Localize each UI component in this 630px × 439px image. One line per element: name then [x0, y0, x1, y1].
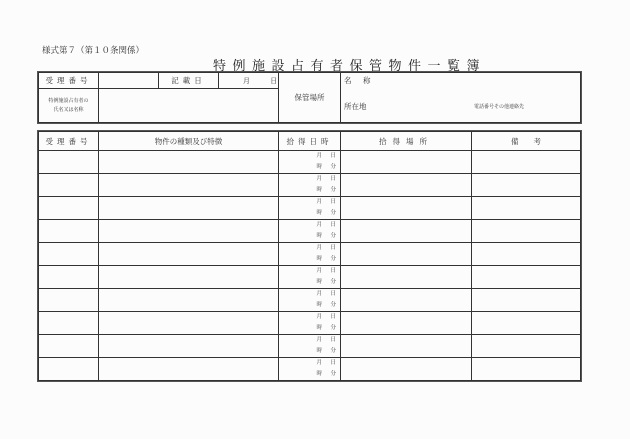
table-row — [39, 220, 581, 243]
found-datetime-cell[interactable] — [279, 197, 341, 220]
table-row — [39, 151, 581, 174]
phone-label: 電話番号その他連絡先 — [474, 104, 525, 110]
month-label: 月 — [316, 199, 322, 205]
found-place-cell[interactable] — [341, 312, 472, 335]
col-header-found-datetime: 拾得日時 — [279, 132, 341, 151]
month-label: 月 — [316, 314, 322, 320]
hour-label: 時 — [316, 325, 322, 331]
item-description-cell[interactable] — [99, 197, 279, 220]
day-label: 日 — [330, 176, 336, 182]
minute-label: 分 — [330, 348, 336, 354]
col-header-found-place: 拾得場所 — [341, 132, 472, 151]
col-header-remarks: 備 考 — [472, 132, 581, 151]
table-row — [39, 289, 581, 312]
found-datetime-cell[interactable] — [279, 151, 341, 174]
day-label: 日 — [330, 153, 336, 159]
address-label: 所在地 — [344, 102, 367, 111]
reception-number-cell[interactable] — [39, 197, 99, 220]
month-label: 月 — [316, 153, 322, 159]
day-label: 日 — [330, 245, 336, 251]
header-table — [38, 72, 581, 123]
found-place-cell[interactable] — [341, 358, 472, 381]
reception-number-label: 受理番号 — [39, 73, 99, 89]
found-place-cell[interactable] — [341, 197, 472, 220]
occupant-name-label: 特例施設占有者の 氏名又は名称 — [39, 89, 99, 123]
minute-label: 分 — [330, 325, 336, 331]
table-row — [39, 174, 581, 197]
found-place-cell[interactable] — [341, 266, 472, 289]
reception-number-cell[interactable] — [39, 220, 99, 243]
hour-label: 時 — [316, 164, 322, 170]
remarks-cell[interactable] — [472, 151, 581, 174]
hour-label: 時 — [316, 279, 322, 285]
reception-number-cell[interactable] — [39, 266, 99, 289]
found-place-cell[interactable] — [341, 289, 472, 312]
minute-label: 分 — [330, 256, 336, 262]
minute-label: 分 — [330, 187, 336, 193]
month-label: 月 — [316, 245, 322, 251]
item-description-cell[interactable] — [99, 243, 279, 266]
minute-label: 分 — [330, 279, 336, 285]
day-label: 日 — [330, 268, 336, 274]
item-description-cell[interactable] — [99, 220, 279, 243]
storage-place-label: 保管場所 — [279, 73, 341, 123]
table-row — [39, 197, 581, 220]
month-label: 月 — [243, 76, 250, 85]
col-header-item-description: 物件の種類及び特徴 — [99, 132, 279, 151]
found-place-cell[interactable] — [341, 220, 472, 243]
found-datetime-cell[interactable] — [279, 358, 341, 381]
item-description-cell[interactable] — [99, 358, 279, 381]
item-description-cell[interactable] — [99, 151, 279, 174]
remarks-cell[interactable] — [472, 335, 581, 358]
month-label: 月 — [316, 291, 322, 297]
item-description-cell[interactable] — [99, 266, 279, 289]
found-datetime-cell[interactable] — [279, 289, 341, 312]
reception-number-cell[interactable] — [39, 151, 99, 174]
hour-label: 時 — [316, 210, 322, 216]
table-row — [39, 266, 581, 289]
month-label: 月 — [316, 268, 322, 274]
found-place-cell[interactable] — [341, 174, 472, 197]
remarks-cell[interactable] — [472, 289, 581, 312]
minute-label: 分 — [330, 210, 336, 216]
reception-number-field[interactable] — [99, 73, 159, 89]
hour-label: 時 — [316, 371, 322, 377]
col-header-reception-number: 受理番号 — [39, 132, 99, 151]
month-label: 月 — [316, 176, 322, 182]
remarks-cell[interactable] — [472, 243, 581, 266]
table-row — [39, 312, 581, 335]
remarks-cell[interactable] — [472, 312, 581, 335]
found-datetime-cell[interactable] — [279, 220, 341, 243]
hour-label: 時 — [316, 302, 322, 308]
items-table — [38, 131, 581, 381]
found-datetime-cell[interactable] — [279, 312, 341, 335]
hour-label: 時 — [316, 233, 322, 239]
day-label: 日 — [330, 222, 336, 228]
minute-label: 分 — [330, 164, 336, 170]
reception-number-cell[interactable] — [39, 243, 99, 266]
found-datetime-cell[interactable] — [279, 174, 341, 197]
day-label: 日 — [330, 291, 336, 297]
table-row — [39, 335, 581, 358]
reception-number-cell[interactable] — [39, 358, 99, 381]
day-label: 日 — [330, 199, 336, 205]
remarks-cell[interactable] — [472, 358, 581, 381]
occupant-name-field[interactable] — [99, 89, 279, 123]
table-row — [39, 358, 581, 381]
table-row — [39, 243, 581, 266]
reception-number-cell[interactable] — [39, 289, 99, 312]
minute-label: 分 — [330, 302, 336, 308]
month-label: 月 — [316, 360, 322, 366]
found-place-cell[interactable] — [341, 243, 472, 266]
hour-label: 時 — [316, 348, 322, 354]
day-label: 日 — [330, 360, 336, 366]
remarks-cell[interactable] — [472, 174, 581, 197]
day-label: 日 — [330, 337, 336, 343]
found-datetime-cell[interactable] — [279, 243, 341, 266]
day-label: 日 — [330, 314, 336, 320]
storage-place-field[interactable] — [341, 73, 581, 123]
found-datetime-cell[interactable] — [279, 266, 341, 289]
month-label: 月 — [316, 222, 322, 228]
remarks-cell[interactable] — [472, 197, 581, 220]
form-reference: 様式第７（第１０条関係） — [42, 46, 145, 56]
reception-number-cell[interactable] — [39, 312, 99, 335]
item-description-cell[interactable] — [99, 289, 279, 312]
entry-date-label: 記載日 — [159, 73, 219, 89]
item-description-cell[interactable] — [99, 174, 279, 197]
minute-label: 分 — [330, 233, 336, 239]
page-title: 特例施設占有者保管物件一覧簿 — [213, 59, 487, 74]
day-label: 日 — [270, 76, 278, 85]
reception-number-cell[interactable] — [39, 335, 99, 358]
item-description-cell[interactable] — [99, 335, 279, 358]
hour-label: 時 — [316, 187, 322, 193]
found-place-cell[interactable] — [341, 151, 472, 174]
entry-date-field[interactable] — [219, 73, 279, 89]
month-label: 月 — [316, 337, 322, 343]
reception-number-cell[interactable] — [39, 174, 99, 197]
name-label: 名 称 — [344, 76, 373, 85]
remarks-cell[interactable] — [472, 266, 581, 289]
remarks-cell[interactable] — [472, 220, 581, 243]
hour-label: 時 — [316, 256, 322, 262]
found-datetime-cell[interactable] — [279, 335, 341, 358]
item-description-cell[interactable] — [99, 312, 279, 335]
found-place-cell[interactable] — [341, 335, 472, 358]
minute-label: 分 — [330, 371, 336, 377]
